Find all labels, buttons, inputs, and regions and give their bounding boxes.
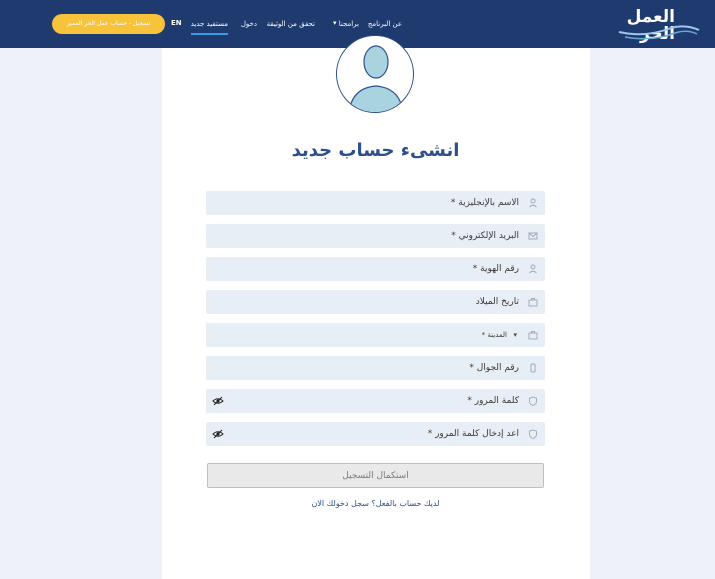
password-field[interactable]: [206, 389, 545, 413]
briefcase-icon: [527, 296, 539, 308]
field-label: رقم الجوال *: [469, 363, 519, 373]
field-label: اعد إدخال كلمة المرور *: [427, 429, 519, 439]
city-select[interactable]: [206, 323, 545, 347]
logo-text: العمل الحر: [626, 7, 675, 44]
field-label: الاسم بالإنجليزية *: [450, 198, 519, 208]
nav-programs[interactable]: برامجنا: [338, 20, 359, 28]
briefcase-icon: [527, 329, 539, 341]
user-icon: [527, 263, 539, 275]
birthdate-field[interactable]: [206, 290, 545, 314]
site-logo[interactable]: [615, 6, 701, 42]
nav-new-user[interactable]: مستفيد جديد: [191, 20, 228, 35]
nav-verify[interactable]: تحقق من الوثيقة: [266, 20, 315, 28]
language-toggle[interactable]: EN: [171, 19, 182, 27]
chevron-down-icon[interactable]: ▾: [333, 19, 337, 27]
login-link[interactable]: لديك حساب بالفعل؟ سجل دخولك الان: [311, 499, 440, 508]
page-title: انشىء حساب جديد: [291, 140, 460, 161]
premium-account-button[interactable]: تسجيل - حساب عمل الحر المميز: [52, 14, 165, 34]
avatar: [336, 35, 414, 113]
eye-slash-icon[interactable]: [212, 428, 224, 440]
nav-login[interactable]: دخول: [240, 20, 257, 28]
field-label: رقم الهوية *: [472, 264, 519, 274]
logo-wave-icon: [615, 6, 701, 42]
field-label: كلمة المرور *: [467, 396, 519, 406]
shield-icon: [527, 395, 539, 407]
id-number-field[interactable]: [206, 257, 545, 281]
complete-registration-button[interactable]: استكمال التسجيل: [207, 463, 544, 488]
email-field[interactable]: [206, 224, 545, 248]
chevron-down-icon: ▾: [513, 331, 517, 339]
mobile-field[interactable]: [206, 356, 545, 380]
field-label: تاريخ الميلاد: [475, 297, 519, 307]
user-icon: [527, 197, 539, 209]
confirm-password-field[interactable]: [206, 422, 545, 446]
eye-slash-icon[interactable]: [212, 395, 224, 407]
mail-icon: [527, 230, 539, 242]
shield-icon: [527, 428, 539, 440]
nav-about[interactable]: عن البرنامج: [367, 20, 402, 28]
user-avatar-icon: [337, 36, 414, 113]
english-name-field[interactable]: [206, 191, 545, 215]
field-label: البريد الإلكتروني *: [451, 231, 519, 241]
phone-icon: [527, 362, 539, 374]
field-label: المدينة *: [481, 331, 507, 339]
